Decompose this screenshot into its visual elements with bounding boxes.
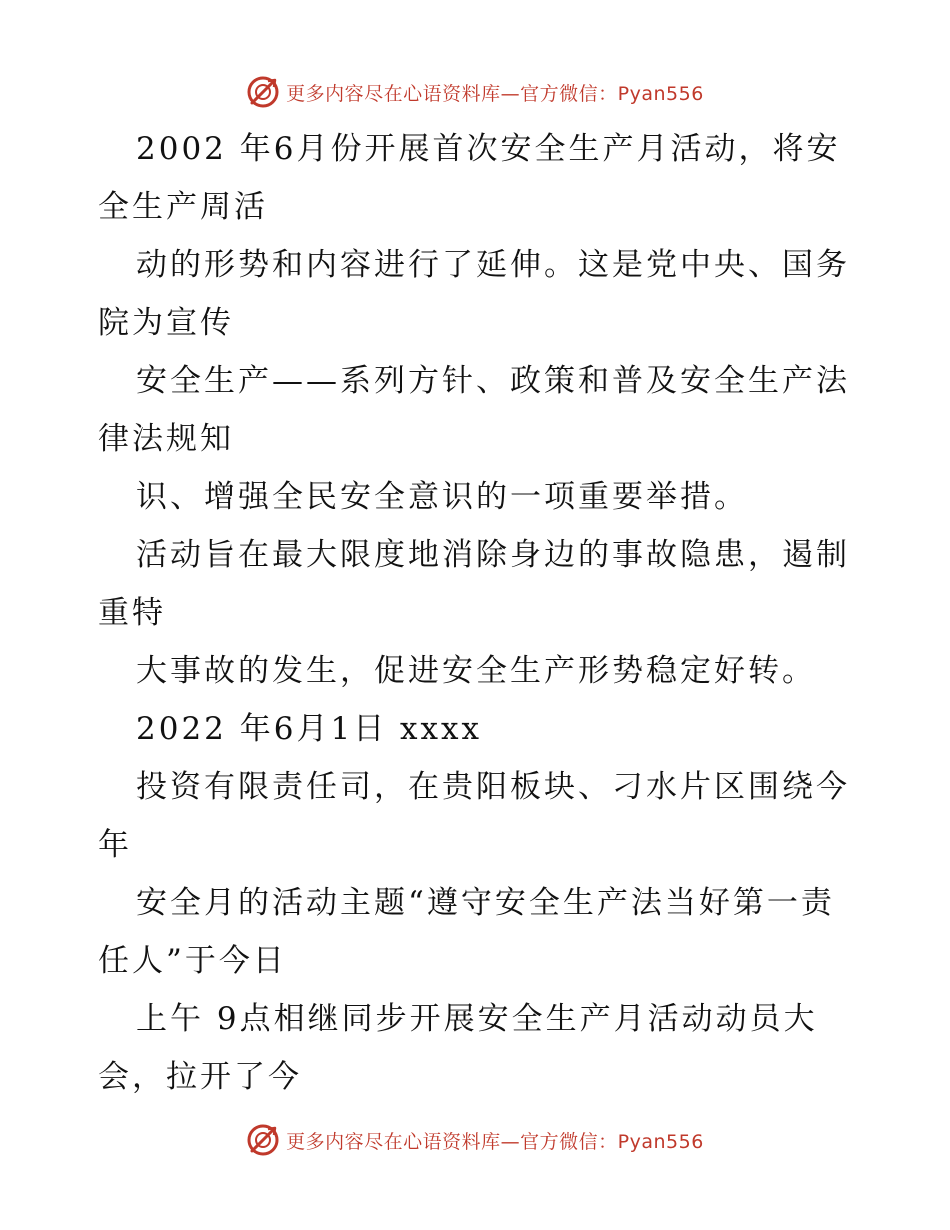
text-line: 会，拉开了今 [98, 1059, 302, 1095]
text-line: 识、增强全民安全意识的一项重要举措。 [136, 479, 748, 515]
brand-logo-icon [246, 75, 280, 109]
text-line: 投资有限责任司，在贵阳板块、刁水片区围绕今 [136, 769, 850, 805]
footer-watermark [0, 1120, 950, 1160]
text-line: 大事故的发生，促进安全生产形势稳定好转。 [136, 653, 816, 689]
header-watermark [0, 72, 950, 112]
brand-logo-icon [246, 1123, 280, 1157]
text-line: 院为宣传 [98, 305, 234, 341]
text-line: 全生产周活 [98, 189, 268, 225]
watermark-text: 更多内容尽在心语资料库—官方微信：Pyan556 [286, 82, 704, 105]
text-line: 年 [98, 827, 132, 863]
text-line: 安全月的活动主题“遵守安全生产法当好第一责 [136, 885, 835, 921]
text-line: 活动旨在最大限度地消除身边的事故隐患，遏制 [136, 537, 850, 573]
text-line: 上午 9点相继同步开展安全生产月活动动员大 [136, 1001, 818, 1037]
text-line: 动的形势和内容进行了延伸。这是党中央、国务 [136, 247, 850, 283]
text-line: 2002 年6月份开展首次安全生产月活动，将安 [136, 131, 841, 167]
text-line: 律法规知 [98, 421, 234, 457]
text-line: 2022 年6月1日 xxxx [136, 711, 482, 747]
text-line: 安全生产——系列方针、政策和普及安全生产法 [136, 363, 850, 399]
text-line: 重特 [98, 595, 166, 631]
watermark-text: 更多内容尽在心语资料库—官方微信：Pyan556 [286, 1130, 704, 1153]
document-body [98, 120, 858, 1106]
text-line: 任人”于今日 [98, 943, 287, 979]
